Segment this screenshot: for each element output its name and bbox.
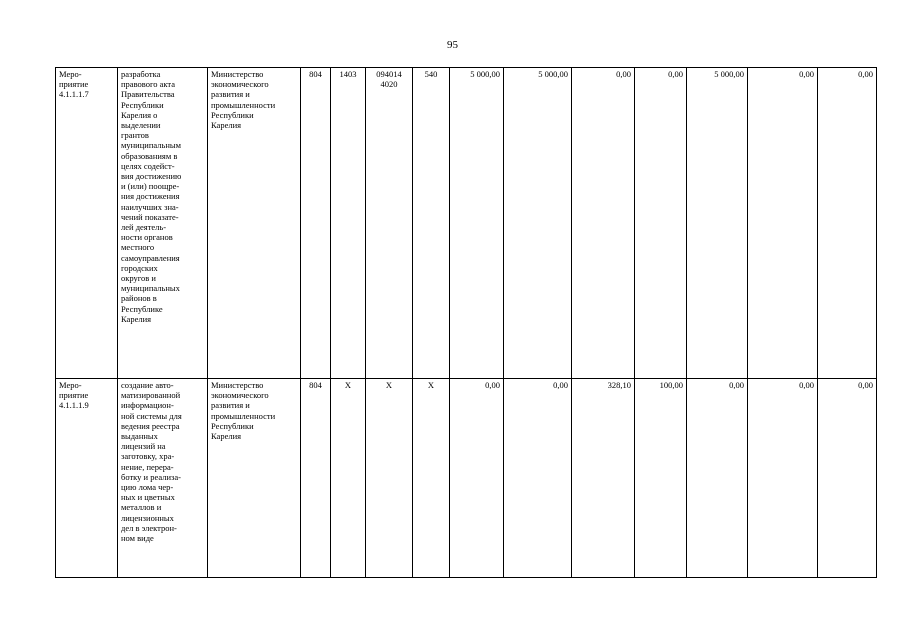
value-cell-1: 0,00	[450, 379, 504, 578]
page-number: 95	[447, 39, 458, 51]
vr-cell: 540	[413, 68, 450, 379]
value-cell-3: 328,10	[572, 379, 635, 578]
activity-description-cell: разработка правового акта Правительства Республики Карелия о выделении грантов муниципальным образованиям в целях содейст- вия достижению и (или) поощре- ния достижения наилучших зна- чений показате- лей деятель- ности органов местного самоуправления городских округов и муниципальных районов в Республике Карелия	[118, 68, 208, 379]
csr-cell: 094014 4020	[366, 68, 413, 379]
value-cell-5: 0,00	[687, 379, 748, 578]
value-cell-4: 100,00	[635, 379, 687, 578]
executor-cell: Министерство экономического развития и промышленности Республики Карелия	[208, 68, 301, 379]
table-row	[56, 68, 877, 379]
table-row	[56, 379, 877, 578]
grbs-cell: 804	[301, 68, 331, 379]
budget-table	[55, 67, 877, 578]
value-cell-1: 5 000,00	[450, 68, 504, 379]
value-cell-5: 5 000,00	[687, 68, 748, 379]
activity-name-cell: Меро- приятие 4.1.1.1.7	[56, 68, 118, 379]
value-cell-6: 0,00	[748, 379, 818, 578]
vr-cell: Х	[413, 379, 450, 578]
csr-cell: Х	[366, 379, 413, 578]
rzpr-cell: 1403	[331, 68, 366, 379]
value-cell-7: 0,00	[818, 68, 877, 379]
activity-description-cell: создание авто- матизированной информацион- ной системы для ведения реестра выданных лицензий на заготовку, хра- нение, перера- ботку и реализа- цию лома чер- ных и цветных металлов и лицензионных дел в электрон- ном виде	[118, 379, 208, 578]
grbs-cell: 804	[301, 379, 331, 578]
executor-cell: Министерство экономического развития и промышленности Республики Карелия	[208, 379, 301, 578]
rzpr-cell: Х	[331, 379, 366, 578]
value-cell-4: 0,00	[635, 68, 687, 379]
value-cell-2: 5 000,00	[504, 68, 572, 379]
value-cell-7: 0,00	[818, 379, 877, 578]
value-cell-6: 0,00	[748, 68, 818, 379]
value-cell-2: 0,00	[504, 379, 572, 578]
activity-name-cell: Меро- приятие 4.1.1.1.9	[56, 379, 118, 578]
value-cell-3: 0,00	[572, 68, 635, 379]
